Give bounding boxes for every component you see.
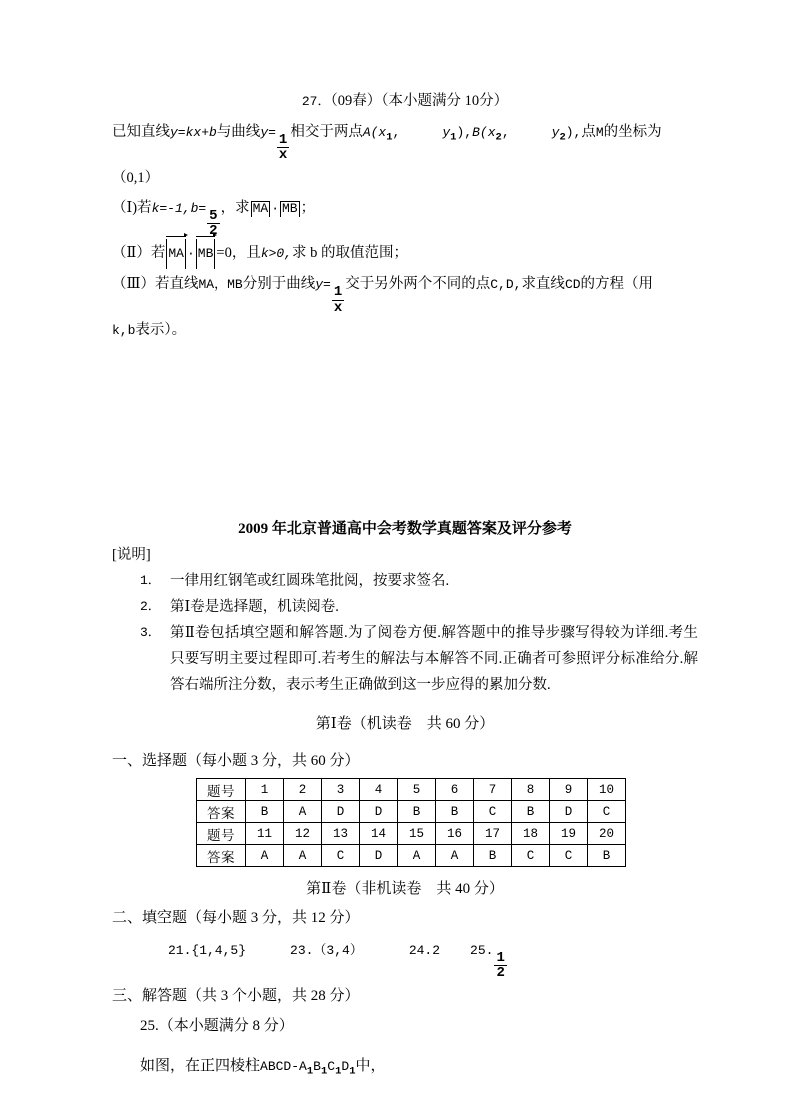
question-number-cell: 1	[246, 779, 284, 801]
answer-cell: A	[398, 845, 436, 867]
question-number-cell: 6	[436, 779, 474, 801]
point-a-label: A(x	[362, 125, 387, 140]
part-2-equality: =0，且	[216, 245, 261, 262]
vector-ma-abs	[251, 201, 271, 217]
question-number-cell: 12	[284, 823, 322, 845]
answer-table-body	[197, 779, 626, 867]
part-1-label: （Ⅰ)若	[112, 199, 152, 216]
row-header-answer: 答案	[197, 801, 246, 823]
comma-b: ,	[501, 125, 510, 140]
question-number-cell: 13	[322, 823, 360, 845]
note-text: 第Ⅱ卷包括填空题和解答题.为了阅卷方便.解答题中的推导步骤写得较为详细.考生只要写明主要过程即可.若考生的解法与本解答不同.正确者可参照评分标准给分.解答右端所注分数，表示考生正确做到这一步应得的累加分数.	[170, 625, 698, 694]
point-b-label: B(x	[472, 125, 496, 140]
section-1-label: 一、选择题（每小题 3 分，共 60 分）	[112, 753, 360, 770]
part-3-lines: MA，MB	[198, 277, 243, 293]
question-number-cell: 5	[398, 779, 436, 801]
question-number-cell: 2	[284, 779, 322, 801]
vector-ma-label: MA	[252, 200, 269, 216]
dot-product-operator: ·	[271, 200, 279, 216]
problem-27-part-2	[112, 238, 698, 269]
question-number-cell: 20	[588, 823, 626, 845]
section-3-label: 三、解答题（共 3 个小题，共 28 分）	[112, 987, 360, 1004]
answer-cell: A	[284, 801, 322, 823]
part-3-line2-rest: 表示）。	[135, 322, 187, 339]
q25-vertex-d: D	[341, 1058, 350, 1074]
fill-answer-23: 23.（3,4）	[290, 943, 363, 959]
answer-cell: A	[246, 845, 284, 867]
question-number-cell: 8	[512, 779, 550, 801]
vector-mb-label: MB	[282, 200, 298, 216]
answer-cell: C	[550, 845, 588, 867]
fraction-numerator: 1	[278, 132, 288, 149]
part-1-end: ；	[300, 199, 316, 216]
problem-27-header-rest: （09春）（本小题满分 10分）	[330, 93, 509, 109]
answer-cell: B	[512, 801, 550, 823]
answer-cell: D	[550, 801, 588, 823]
row-header-number: 题号	[197, 779, 246, 801]
fraction-one-over-x	[332, 285, 344, 315]
stem-text-5: 的坐标为	[603, 124, 662, 140]
answer-cell: D	[322, 801, 360, 823]
row-header-answer: 答案	[197, 845, 246, 867]
fraction-one-half	[494, 951, 506, 981]
stem-equation-curve: y=	[260, 125, 276, 140]
problem-27-part-3	[112, 269, 698, 315]
fill-answer-21: 21.{1,4,5}	[168, 943, 247, 959]
answer-cell: C	[474, 801, 512, 823]
part-3-kb: k,b	[112, 323, 136, 339]
q25-text-prefix: 如图，在正四棱柱	[140, 1057, 261, 1074]
q25-text-suffix: 中，	[355, 1057, 386, 1074]
part-1-qiu: ，求	[220, 199, 250, 216]
stem-text-2: 与曲线	[216, 124, 261, 140]
answer-cell: C	[588, 801, 626, 823]
note-index: 2．	[140, 599, 161, 615]
problem-27-part-3-line2	[112, 315, 698, 346]
fraction-numerator: 1	[333, 284, 343, 301]
answer-cell: B	[588, 845, 626, 867]
page-content	[112, 86, 698, 1086]
question-number-cell: 4	[360, 779, 398, 801]
question-number-cell: 10	[588, 779, 626, 801]
question-number-cell: 11	[246, 823, 284, 845]
answer-cell: B	[474, 845, 512, 867]
point-m-label: M	[595, 125, 604, 140]
point-a-close: ),	[456, 125, 473, 140]
table-row	[197, 823, 626, 845]
fill-answer-25-label: 25.	[470, 943, 494, 959]
table-row	[197, 801, 626, 823]
fraction-numerator: 5	[209, 207, 218, 224]
question-number-cell: 7	[474, 779, 512, 801]
point-b-y: y	[551, 125, 560, 140]
table-row	[197, 779, 626, 801]
question-number-cell: 15	[398, 823, 436, 845]
answer-table	[196, 778, 626, 867]
table-row	[197, 845, 626, 867]
vector-mb	[196, 239, 216, 269]
part-2-rest: 求 b 的取值范围；	[292, 245, 409, 262]
point-a-y: y	[442, 125, 451, 140]
comma-a: ,	[392, 125, 401, 140]
q25-vertex-b: B	[313, 1058, 321, 1074]
part-3-text-3: 求直线	[521, 276, 565, 293]
answer-cell: B	[436, 801, 474, 823]
stem-text-4: 点	[581, 124, 596, 140]
q25-sub-b1: 1	[320, 1065, 328, 1078]
part-3-text-1: 分别于曲线	[242, 276, 316, 293]
q25-sub-c1: 1	[335, 1065, 342, 1078]
note-text: 一律用红钢笔或红圆珠笔批阅，按要求签名.	[170, 573, 450, 590]
point-b-x-sub: 2	[495, 131, 502, 144]
part-2-label: （Ⅱ）若	[112, 245, 166, 262]
answer-cell: B	[246, 801, 284, 823]
question-number-cell: 17	[474, 823, 512, 845]
paper-2-heading: 第Ⅱ卷（非机读卷 共 40 分）	[306, 881, 504, 898]
q25-solid-abcd: ABCD-A	[260, 1058, 307, 1074]
problem-27-number: 27．	[301, 94, 331, 109]
answer-cell: B	[398, 801, 436, 823]
stem-text-1: 已知直线	[112, 124, 170, 140]
paper-1-heading: 第Ⅰ卷（机读卷 共 60 分）	[315, 716, 495, 733]
part-3-label: （Ⅲ）若直线	[112, 276, 199, 293]
answer-cell: D	[360, 845, 398, 867]
question-number-cell: 18	[512, 823, 550, 845]
question-number-cell: 16	[436, 823, 474, 845]
problem-27-header	[112, 86, 698, 117]
answer-cell: A	[284, 845, 322, 867]
vector-mb-abs	[280, 201, 300, 217]
part-3-points-cd: C,D,	[490, 277, 522, 293]
question-25-text	[112, 1051, 698, 1086]
answer-cell: C	[512, 845, 550, 867]
part-3-text-2: 交于另外两个不同的点	[345, 276, 491, 293]
note-text: 第Ⅰ卷是选择题，机读阅卷.	[170, 599, 339, 616]
fraction-denominator: 2	[496, 965, 505, 982]
question-number-cell: 3	[322, 779, 360, 801]
vector-mb-label: MB	[197, 246, 214, 262]
note-item	[112, 620, 698, 698]
vector-ma	[166, 239, 186, 269]
fraction-one-over-x	[277, 133, 289, 163]
fill-answer-24: 24.2	[408, 943, 441, 959]
q25-vertex-c: C	[327, 1058, 336, 1074]
q25-sub-d1: 1	[349, 1065, 356, 1078]
fraction-denominator: x	[333, 299, 343, 316]
part-3-line-cd: CD	[564, 277, 581, 293]
point-b-close: ),	[565, 125, 582, 140]
note-index: 1．	[140, 573, 161, 589]
answer-cell: D	[360, 801, 398, 823]
row-header-number: 题号	[197, 823, 246, 845]
question-number-cell: 9	[550, 779, 588, 801]
vector-arrowhead-icon	[213, 233, 217, 237]
part-3-equation: y=	[315, 277, 331, 293]
part-2-k-condition: k>0,	[260, 246, 293, 262]
problem-27-part-1	[112, 193, 698, 239]
stem-text-3: 相交于两点	[290, 124, 363, 140]
dot-product-operator: ·	[186, 246, 195, 262]
fraction-denominator: x	[278, 147, 288, 164]
note-item	[112, 568, 698, 594]
question-number-cell: 19	[550, 823, 588, 845]
answer-table-wrapper	[112, 778, 698, 867]
point-a-x-sub: 1	[386, 131, 393, 144]
stem-equation-line: y=kx+b	[170, 125, 217, 140]
answer-cell: C	[322, 845, 360, 867]
note-item	[112, 594, 698, 620]
point-a-y-sub: 1	[450, 131, 457, 144]
fraction-denominator: 2	[209, 223, 218, 240]
fill-in-answers-row	[112, 933, 698, 981]
part-1-condition: k=-1,b=	[151, 200, 207, 216]
vector-ma-label: MA	[168, 246, 184, 262]
question-25-label: 25.（本小题满分 8 分）	[140, 1017, 294, 1034]
blank-spacer	[112, 346, 698, 516]
note-index: 3．	[140, 625, 161, 641]
problem-27-stem-line2: （0,1）	[112, 169, 160, 186]
section-2-label: 二、填空题（每小题 3 分，共 12 分）	[112, 910, 360, 927]
answer-document-title: 2009 年北京普通高中会考数学真题答案及评分参考	[238, 521, 572, 538]
notes-label: [说明]	[112, 547, 151, 564]
answer-cell: A	[436, 845, 474, 867]
point-b-y-sub: 2	[559, 131, 566, 144]
q25-sub-a1: 1	[306, 1065, 314, 1078]
vector-arrowhead-icon	[184, 233, 188, 237]
fraction-numerator: 1	[496, 950, 505, 967]
question-number-cell: 14	[360, 823, 398, 845]
problem-27-stem	[112, 117, 698, 163]
part-3-text-4: 的方程（用	[580, 276, 654, 293]
